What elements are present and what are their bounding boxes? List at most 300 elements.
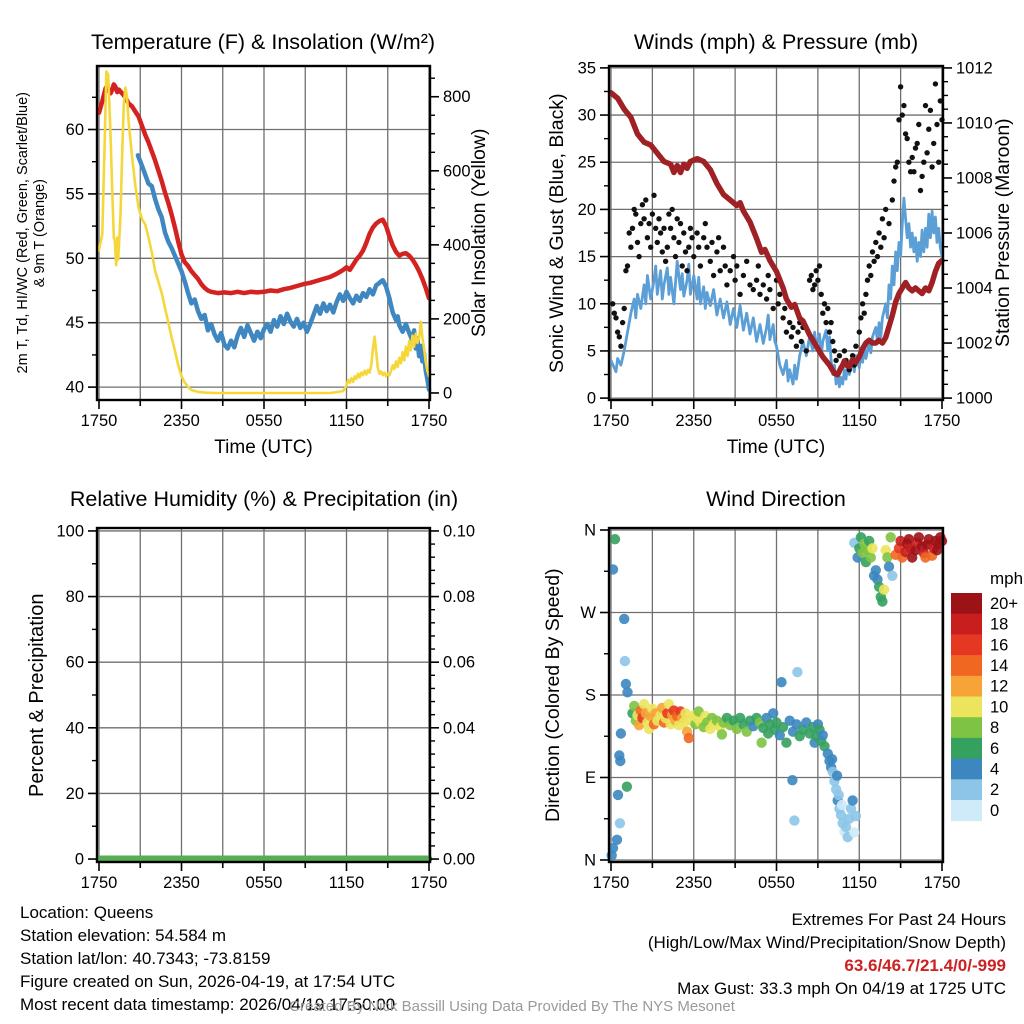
legend-swatch — [951, 738, 982, 759]
wind-gust-dot — [658, 230, 663, 235]
station-elevation: Station elevation: 54.584 m — [20, 926, 227, 945]
wind-gust-dot — [799, 339, 804, 344]
wind-gust-dot — [724, 282, 729, 287]
wind-gust-dot — [919, 174, 924, 179]
wind-gust-dot — [820, 311, 825, 316]
wind-gust-dot — [668, 226, 673, 231]
y-tick-label: 55 — [65, 185, 84, 204]
wind-direction-dot — [615, 818, 625, 828]
y-axis-label-percent-precip: Percent & Precipitation — [26, 593, 48, 797]
wind-gust-dot — [632, 207, 637, 212]
wind-gust-dot — [795, 329, 800, 334]
recent-data-timestamp: Most recent data timestamp: 2026/04/19 17:50:00 — [20, 995, 396, 1014]
wind-gust-dot — [754, 278, 759, 283]
wind-gust-dot — [890, 197, 895, 202]
wind-gust-dot — [789, 334, 794, 339]
y-tick-label: 10 — [577, 295, 596, 314]
extremes-subheading: (High/Low/Max Wind/Precipitation/Snow Depth) — [647, 933, 1006, 952]
wind-gust-dot — [678, 221, 683, 226]
wind-gust-dot — [628, 245, 633, 250]
wind-gust-dot — [618, 344, 623, 349]
y-tick-label: 0.00 — [443, 850, 476, 869]
y-tick-label: 60 — [65, 121, 84, 140]
y-tick-label: 600 — [443, 162, 471, 181]
chart-temp-insolation — [66, 66, 471, 430]
legend-label: 10 — [990, 698, 1009, 717]
legend-label: 18 — [990, 615, 1009, 634]
wind-gust-dot — [721, 245, 726, 250]
y-tick-label: 1010 — [956, 114, 993, 133]
wind-gust-dot — [683, 249, 688, 254]
wind-gust-dot — [933, 81, 938, 86]
y-tick-label: 1000 — [956, 389, 993, 408]
y-axis-label-insolation: Solar Insolation (Yellow) — [468, 128, 490, 338]
wind-gust-dot — [617, 334, 622, 339]
y-tick-label: W — [580, 604, 596, 623]
x-tick-label: 1150 — [841, 874, 877, 892]
wind-direction-dot — [619, 614, 629, 624]
x-tick-label: 1750 — [410, 874, 448, 892]
wind-gust-dot — [794, 344, 799, 349]
wind-direction-dot — [871, 565, 881, 575]
wind-gust-dot — [640, 202, 645, 207]
wind-gust-dot — [776, 301, 781, 306]
wind-gust-dot — [784, 329, 789, 334]
wind-gust-dot — [714, 249, 719, 254]
wind-gust-dot — [630, 226, 635, 231]
wind-gust-dot — [858, 315, 863, 320]
wind-gust-dot — [924, 150, 929, 155]
max-gust: Max Gust: 33.3 mph On 04/19 at 1725 UTC — [677, 979, 1006, 998]
wind-gust-dot — [928, 108, 933, 113]
y-tick-label: 400 — [443, 236, 471, 255]
wind-gust-dot — [863, 292, 868, 297]
wind-gust-dot — [929, 164, 934, 169]
wind-direction-dot — [887, 571, 897, 581]
wind-gust-dot — [896, 117, 901, 122]
legend-swatch — [951, 779, 982, 800]
wind-direction-dot — [612, 835, 622, 845]
wind-direction-dot — [879, 584, 889, 594]
y-tick-label: S — [584, 686, 596, 705]
wind-gust-dot — [865, 278, 870, 283]
wind-gust-dot — [681, 230, 686, 235]
y-tick-label: 0 — [74, 850, 84, 869]
credit-line: Created By Nick Bassill Using Data Provided By The NYS Mesonet — [289, 998, 735, 1015]
wind-gust-dot — [680, 263, 685, 268]
wind-gust-dot — [814, 268, 819, 273]
wind-direction-dot — [616, 728, 626, 738]
wind-gust-dot — [612, 311, 617, 316]
x-axis-label-winds: Time (UTC) — [726, 437, 826, 458]
wind-gust-dot — [711, 273, 716, 278]
y-tick-label: 1006 — [956, 224, 993, 243]
wind-gust-dot — [675, 216, 680, 221]
wind-direction-dot — [851, 811, 861, 821]
x-tick-label: 1750 — [592, 412, 630, 430]
wind-gust-dot — [782, 306, 787, 311]
wind-gust-dot — [878, 245, 883, 250]
wind-gust-dot — [823, 320, 828, 325]
y-tick-label: 100 — [56, 522, 84, 541]
x-tick-label: 1750 — [410, 412, 448, 430]
wind-gust-dot — [787, 320, 792, 325]
figure-created-timestamp: Figure created on Sun, 2026-04-19, at 17:54 UTC — [20, 972, 396, 991]
wind-gust-dot — [656, 216, 661, 221]
x-tick-label: 0550 — [245, 874, 283, 892]
y-tick-label: 1004 — [956, 279, 993, 298]
wind-gust-dot — [822, 301, 827, 306]
wind-gust-dot — [875, 254, 880, 259]
wind-gust-dot — [698, 263, 703, 268]
wind-direction-dot — [622, 782, 632, 792]
wind-gust-dot — [638, 221, 643, 226]
wind-gust-dot — [807, 278, 812, 283]
wind-gust-dot — [871, 259, 876, 264]
station-location: Location: Queens — [20, 903, 154, 922]
wind-gust-dot — [931, 141, 936, 146]
wind-gust-dot — [716, 235, 721, 240]
wind-direction-dot — [792, 667, 802, 677]
wind-direction-dot — [847, 795, 857, 805]
wind-gust-dot — [867, 263, 872, 268]
legend-swatch — [951, 717, 982, 738]
extremes-values: 63.6/46.7/21.4/0/-999 — [844, 956, 1006, 975]
y-tick-label: 5 — [586, 342, 596, 361]
extremes-info — [648, 908, 1006, 1000]
wind-gust-dot — [622, 306, 627, 311]
wind-gust-dot — [819, 292, 824, 297]
wind-direction-dot — [684, 733, 694, 743]
wind-gust-dot — [842, 348, 847, 353]
wind-gust-dot — [751, 287, 756, 292]
wind-gust-dot — [853, 344, 858, 349]
wind-gust-dot — [646, 221, 651, 226]
wind-direction-dot — [832, 771, 842, 781]
wind-gust-dot — [862, 311, 867, 316]
chart-title-wind-direction: Wind Direction — [706, 487, 846, 511]
wind-direction-dot — [914, 532, 924, 542]
legend-label: 20+ — [990, 594, 1018, 613]
wind-gust-dot — [809, 273, 814, 278]
wind-gust-dot — [780, 315, 785, 320]
wind-gust-dot — [641, 216, 646, 221]
legend-swatch — [951, 593, 982, 614]
y-tick-label: 30 — [577, 106, 596, 125]
wind-gust-dot — [636, 254, 641, 259]
legend-swatch — [951, 697, 982, 718]
y-tick-label: 15 — [577, 248, 596, 267]
wind-gust-dot — [643, 197, 648, 202]
wind-gust-dot — [828, 320, 833, 325]
wind-gust-dot — [832, 348, 837, 353]
y-tick-label: 0 — [586, 389, 596, 408]
x-tick-label: 2350 — [675, 874, 713, 892]
x-tick-label: 1750 — [80, 874, 118, 892]
chart-winds-pressure — [578, 59, 993, 430]
y-tick-label: 0.08 — [443, 588, 476, 607]
y-tick-label: 0 — [443, 384, 453, 403]
wind-gust-dot — [620, 320, 625, 325]
y-tick-label: N — [584, 521, 596, 540]
wind-gust-dot — [660, 249, 665, 254]
wind-gust-dot — [898, 84, 903, 89]
x-tick-label: 1150 — [841, 412, 877, 430]
chart-humidity-precip — [56, 522, 475, 892]
wind-direction-dot — [610, 534, 620, 544]
x-tick-label: 1750 — [923, 874, 961, 892]
x-tick-label: 0550 — [758, 874, 795, 892]
wind-gust-dot — [827, 329, 832, 334]
wind-gust-dot — [910, 155, 915, 160]
wind-direction-dot — [781, 738, 791, 748]
y-tick-label: 20 — [577, 200, 596, 219]
wind-direction-dot — [818, 730, 828, 740]
x-axis-label-temp: Time (UTC) — [214, 437, 313, 458]
wind-gust-dot — [881, 235, 886, 240]
wind-gust-dot — [918, 188, 923, 193]
legend-swatch — [951, 800, 982, 821]
x-tick-label: 1750 — [592, 874, 630, 892]
wind-gust-dot — [911, 169, 916, 174]
wind-gust-dot — [648, 245, 653, 250]
y-tick-label: 800 — [443, 88, 471, 107]
wind-gust-dot — [708, 259, 713, 264]
wind-gust-dot — [676, 240, 681, 245]
chart-title-winds-pressure: Winds (mph) & Pressure (mb) — [633, 30, 919, 54]
x-tick-label: 1150 — [328, 412, 365, 430]
x-tick-label: 2350 — [163, 874, 200, 892]
y-axis-label-temp-line1: 2m T, Td, HI/WC (Red, Green, Scarlet/Blue) — [15, 92, 31, 374]
wind-gust-dot — [663, 259, 668, 264]
wind-gust-dot — [684, 268, 689, 273]
legend-label: 12 — [990, 677, 1009, 696]
wind-gust-dot — [689, 235, 694, 240]
wind-gust-dot — [901, 103, 906, 108]
y-tick-label: 0.06 — [443, 653, 476, 672]
wind-gust-dot — [723, 263, 728, 268]
wind-gust-dot — [766, 273, 771, 278]
y-tick-label: N — [584, 851, 596, 870]
wind-gust-dot — [671, 235, 676, 240]
y-tick-label: 0.02 — [443, 784, 476, 803]
wind-direction-dot — [789, 815, 799, 825]
chart-wind-direction — [580, 522, 960, 892]
legend-swatch — [951, 676, 982, 697]
wind-gust-dot — [694, 230, 699, 235]
wind-gust-dot — [653, 226, 658, 231]
wind-gust-dot — [610, 301, 615, 306]
wind-gust-dot — [696, 245, 701, 250]
wind-direction-dot — [827, 754, 837, 764]
wind-direction-dot — [884, 562, 894, 572]
y-axis-label-direction: Direction (Colored By Speed) — [542, 568, 564, 822]
wind-gust-dot — [915, 141, 920, 146]
y-tick-label: 35 — [577, 59, 596, 78]
wind-gust-dot — [718, 268, 723, 273]
wind-direction-dot — [776, 677, 786, 687]
wind-gust-dot — [837, 353, 842, 358]
wind-gust-dot — [903, 131, 908, 136]
y-axis-label-sonic-wind: Sonic Wind & Gust (Blue, Black) — [546, 93, 568, 373]
x-tick-label: 2350 — [163, 412, 200, 430]
wind-gust-dot — [771, 306, 776, 311]
legend-label: 6 — [990, 739, 1000, 758]
wind-gust-dot — [921, 160, 926, 165]
wind-gust-dot — [895, 160, 900, 165]
wind-gust-dot — [857, 329, 862, 334]
wind-gust-dot — [645, 235, 650, 240]
wind-gust-dot — [701, 235, 706, 240]
wind-gust-dot — [688, 226, 693, 231]
station-latlon: Station lat/lon: 40.7343; -73.8159 — [20, 949, 271, 968]
y-tick-label: 25 — [577, 153, 596, 172]
y-tick-label: 1012 — [956, 59, 993, 78]
y-tick-label: E — [584, 768, 596, 787]
wind-direction-dot — [756, 738, 766, 748]
wind-gust-dot — [833, 358, 838, 363]
wind-gust-dot — [860, 301, 865, 306]
wind-gust-dot — [906, 160, 911, 165]
wind-gust-dot — [900, 112, 905, 117]
wind-gust-dot — [741, 273, 746, 278]
wind-gust-dot — [815, 278, 820, 283]
wind-gust-dot — [613, 315, 618, 320]
wind-gust-dot — [767, 287, 772, 292]
wind-gust-dot — [665, 245, 670, 250]
wind-gust-dot — [880, 216, 885, 221]
y-tick-label: 60 — [65, 653, 84, 672]
legend-swatch — [951, 634, 982, 655]
wind-direction-dot — [622, 687, 632, 697]
wind-direction-dot — [849, 827, 859, 837]
chart-title-temp-insolation: Temperature (F) & Insolation (W/m²) — [90, 30, 436, 54]
wind-gust-dot — [876, 230, 881, 235]
wind-gust-dot — [870, 249, 875, 254]
wind-direction-dot — [886, 532, 896, 542]
wind-gust-dot — [661, 226, 666, 231]
wind-gust-dot — [704, 245, 709, 250]
wind-gust-dot — [812, 282, 817, 287]
legend-label: 4 — [990, 760, 1000, 779]
wind-direction-dot — [717, 729, 727, 739]
wind-gust-dot — [817, 263, 822, 268]
wind-gust-dot — [916, 122, 921, 127]
legend-swatch — [951, 759, 982, 780]
wind-direction-dot — [787, 775, 797, 785]
wind-gust-dot — [635, 240, 640, 245]
wind-gust-dot — [868, 273, 873, 278]
wind-gust-dot — [623, 268, 628, 273]
chart-title-humidity-precip: Relative Humidity (%) & Precipitation (in) — [69, 487, 459, 511]
y-tick-label: 80 — [65, 588, 84, 607]
wind-direction-dot — [866, 552, 876, 562]
wind-gust-dot — [615, 329, 620, 334]
wind-gust-dot — [790, 325, 795, 330]
y-axis-label-pressure: Station Pressure (Maroon) — [992, 118, 1014, 348]
wind-gust-dot — [873, 240, 878, 245]
wind-gust-dot — [732, 278, 737, 283]
legend-label: 2 — [990, 781, 1000, 800]
x-tick-label: 2350 — [675, 412, 713, 430]
wind-gust-dot — [670, 207, 675, 212]
wind-gust-dot — [905, 136, 910, 141]
y-tick-label: 0.10 — [443, 522, 476, 541]
wind-gust-dot — [691, 254, 696, 259]
y-tick-label: 40 — [65, 719, 84, 738]
wind-direction-dot — [837, 800, 847, 810]
wind-gust-dot — [804, 348, 809, 353]
wind-gust-dot — [686, 245, 691, 250]
wind-gust-dot — [934, 122, 939, 127]
wind-gust-dot — [737, 292, 742, 297]
wind-direction-dot — [877, 596, 887, 606]
wind-gust-dot — [709, 240, 714, 245]
y-axis-label-temp — [15, 66, 48, 400]
x-tick-label: 1750 — [923, 412, 961, 430]
wind-gust-dot — [650, 211, 655, 216]
y-tick-label: 1002 — [956, 334, 993, 353]
y-tick-label: 200 — [443, 310, 471, 329]
y-tick-label: 0.04 — [443, 719, 476, 738]
wind-gust-dot — [913, 145, 918, 150]
wind-gust-dot — [891, 178, 896, 183]
wind-direction-dot — [867, 543, 877, 553]
wind-gust-dot — [633, 211, 638, 216]
extremes-heading: Extremes For Past 24 Hours — [791, 910, 1006, 929]
wind-gust-dot — [825, 306, 830, 311]
y-tick-label: 50 — [65, 249, 84, 268]
wind-gust-dot — [756, 263, 761, 268]
wind-gust-dot — [893, 164, 898, 169]
x-tick-label: 1750 — [80, 412, 118, 430]
wind-direction-dot — [834, 790, 844, 800]
wind-gust-dot — [757, 292, 762, 297]
wind-gust-dot — [830, 339, 835, 344]
x-tick-label: 0550 — [245, 412, 283, 430]
wind-gust-dot — [627, 230, 632, 235]
wind-gust-dot — [744, 259, 749, 264]
wind-gust-dot — [734, 263, 739, 268]
y-tick-label: 45 — [65, 314, 84, 333]
x-tick-label: 1150 — [328, 874, 365, 892]
wind-gust-dot — [666, 211, 671, 216]
y-tick-label: 20 — [65, 784, 84, 803]
wind-gust-dot — [747, 282, 752, 287]
x-tick-label: 0550 — [758, 412, 795, 430]
wind-gust-dot — [886, 221, 891, 226]
legend-swatch — [951, 614, 982, 635]
wind-gust-dot — [673, 254, 678, 259]
wind-gust-dot — [625, 263, 630, 268]
wind-gust-dot — [761, 282, 766, 287]
legend-swatch — [951, 655, 982, 676]
wind-gust-dot — [703, 221, 708, 226]
legend-title: mph — [990, 569, 1024, 588]
wind-gust-dot — [764, 296, 769, 301]
y-tick-label: 40 — [65, 378, 84, 397]
wind-direction-dot — [615, 756, 625, 766]
wind-gust-dot — [728, 268, 733, 273]
wind-direction-dot — [613, 790, 623, 800]
wind-gust-dot — [731, 254, 736, 259]
wind-direction-dot — [620, 656, 630, 666]
wind-gust-dot — [655, 240, 660, 245]
wind-gust-dot — [810, 287, 815, 292]
legend-label: 8 — [990, 719, 1000, 738]
wind-gust-dot — [926, 127, 931, 132]
wind-direction-dot — [768, 708, 778, 718]
